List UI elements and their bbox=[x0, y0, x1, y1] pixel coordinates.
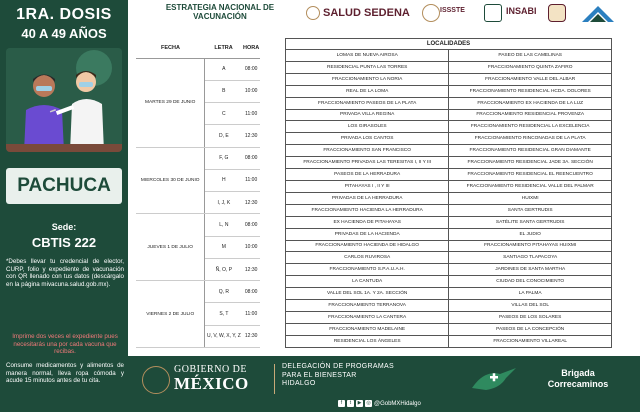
gov-line1: GOBIERNO DE bbox=[174, 364, 247, 375]
time-cell: 11:00 bbox=[242, 103, 260, 125]
locality-right: FRACCIONAMIENTO RINCONADAS DE LA PLATA bbox=[449, 133, 612, 145]
letter-cell: L, N bbox=[205, 214, 242, 236]
date-cell: MIERCOLES 30 DE JUNIO bbox=[136, 147, 205, 214]
locality-right: PASEOS DE LOS SOLARES bbox=[449, 311, 612, 323]
col-fecha: FECHA bbox=[136, 38, 205, 58]
table-row bbox=[286, 192, 612, 204]
table-row bbox=[286, 180, 612, 192]
youtube-icon[interactable]: ▶ bbox=[357, 400, 362, 406]
sedena-label: SEDENA bbox=[364, 7, 410, 19]
table-row bbox=[286, 85, 612, 97]
preparation-note: Consume medicamentos y alimentos de manera normal, lleva ropa cómoda y acude 15 minutos antes de tu cita. bbox=[6, 362, 124, 385]
locality-right: FRACCIONAMIENTO RESIDENCIAL JADE 3A. SECCIÓN bbox=[449, 157, 612, 169]
locality-left: FRACCIONAMIENTO PRIVADAS LAS TERESITAS I, II Y III bbox=[286, 157, 449, 169]
age-range: 40 A 49 AÑOS bbox=[21, 26, 107, 41]
table-row bbox=[286, 204, 612, 216]
locality-right: EL JUDIO bbox=[449, 228, 612, 240]
locality-left: EX HACIENDA DE PITAHAYAS bbox=[286, 216, 449, 228]
letter-cell: M bbox=[205, 236, 242, 258]
deleg-line1: DELEGACIÓN DE PROGRAMAS bbox=[282, 363, 394, 370]
locality-left: PRIVADAS DE LA HACIENDA bbox=[286, 228, 449, 240]
locality-left: CARLOS RUVIROSA bbox=[286, 252, 449, 264]
letter-cell: I, J, K bbox=[205, 192, 242, 214]
social-links bbox=[338, 400, 421, 407]
locality-left: FRACCIONAMIENTO TERRANOVA bbox=[286, 300, 449, 312]
letter-cell: H bbox=[205, 169, 242, 191]
locality-right: FRACCIONAMIENTO VALLE DEL ALBAR bbox=[449, 73, 612, 85]
time-cell: 12:30 bbox=[242, 258, 260, 280]
localidades-title: LOCALIDADES bbox=[286, 39, 612, 50]
locality-right: HUIXMI bbox=[449, 192, 612, 204]
time-cell: 08:00 bbox=[242, 58, 260, 80]
locality-left: PRIVADAS DE LA HERRADURA bbox=[286, 192, 449, 204]
table-row bbox=[286, 228, 612, 240]
salud-logo bbox=[306, 4, 361, 22]
locality-right: FRACCIONAMIENTO VILLAREAL bbox=[449, 335, 612, 347]
header-logos bbox=[128, 0, 640, 28]
table-row bbox=[286, 335, 612, 347]
table-row bbox=[286, 323, 612, 335]
table-row bbox=[286, 300, 612, 312]
locality-left: LOMAS DE NUEVA AIROSA bbox=[286, 50, 449, 62]
locality-right: FRACCIONAMIENTO RESIDENCIAL GRAN DIAMANTE bbox=[449, 145, 612, 157]
locality-left: PITAHAYAS I , II Y III bbox=[286, 180, 449, 192]
locality-left: FRACCIONAMIENTO S.P.A.U.A.H. bbox=[286, 264, 449, 276]
locality-left: FRACCIONAMIENTO LA NORIA bbox=[286, 73, 449, 85]
col-letra: LETRA bbox=[205, 38, 242, 58]
table-row bbox=[286, 276, 612, 288]
imss-emblem-icon bbox=[484, 4, 502, 22]
table-row bbox=[286, 288, 612, 300]
table-row bbox=[136, 58, 260, 80]
table-row bbox=[286, 145, 612, 157]
letter-cell: C bbox=[205, 103, 242, 125]
locality-right: FRACCIONAMIENTO QUINTA ZAFIRO bbox=[449, 61, 612, 73]
locality-right: SANTA GERTRUDIS bbox=[449, 204, 612, 216]
sede-value: CBTIS 222 bbox=[31, 235, 97, 250]
locality-left: PASEOS DE LA HERRADURA bbox=[286, 169, 449, 181]
delegation-text bbox=[282, 363, 394, 389]
schedule-header-row bbox=[136, 38, 260, 58]
strategy-title: ESTRATEGIA NACIONAL DE VACUNACIÓN bbox=[165, 3, 275, 21]
time-cell: 11:00 bbox=[242, 169, 260, 191]
sede-label: Sede: bbox=[51, 222, 77, 232]
time-cell: 10:00 bbox=[242, 80, 260, 102]
col-hora: HORA bbox=[242, 38, 260, 58]
city-name: PACHUCA bbox=[6, 168, 122, 204]
table-row bbox=[136, 281, 260, 303]
requirements-note: *Debes llevar tu credencial de elector, CURP, folio y expediente de vacunación con QR llenado con tus datos (descárgalo en la página mivacuna.salud.gob.mx). bbox=[6, 258, 124, 288]
letter-cell: Ñ, O, P bbox=[205, 258, 242, 280]
locality-left: PRIVADA LOS CANTOS bbox=[286, 133, 449, 145]
time-cell: 12:30 bbox=[242, 325, 260, 347]
table-row bbox=[286, 50, 612, 62]
table-row bbox=[286, 216, 612, 228]
table-row bbox=[286, 133, 612, 145]
issste-logo: ISSSTE bbox=[440, 7, 465, 14]
hidalgo-shield-icon bbox=[548, 4, 566, 22]
locality-left: FRACCIONAMIENTO HACIENDA LA HERRADURA bbox=[286, 204, 449, 216]
table-row bbox=[136, 147, 260, 169]
date-cell: VIERNES 2 DE JULIO bbox=[136, 281, 205, 348]
table-row bbox=[286, 121, 612, 133]
localidades-table bbox=[285, 38, 612, 348]
letter-cell: D, E bbox=[205, 125, 242, 147]
print-copies-note: Imprime dos veces el expediente pues necesitarás una por cada vacuna que recibas. bbox=[12, 333, 118, 356]
locality-left: FRACCIONAMIENTO MADELAINE bbox=[286, 323, 449, 335]
instagram-icon[interactable]: ◎ bbox=[366, 400, 371, 406]
letter-cell: Q, R bbox=[205, 281, 242, 303]
table-row bbox=[286, 109, 612, 121]
time-cell: 08:00 bbox=[242, 214, 260, 236]
locality-left: LA CANTUDA bbox=[286, 276, 449, 288]
brigada-line1: Brigada bbox=[561, 368, 595, 378]
locality-left: FRACCIONAMIENTO HACIENDA DE HIDALGO bbox=[286, 240, 449, 252]
letter-cell: B bbox=[205, 80, 242, 102]
salud-label: SALUD bbox=[323, 7, 361, 19]
locality-right: PASEOS DE LA CONCEPCIÓN bbox=[449, 323, 612, 335]
locality-left: REAL DE LA LOMA bbox=[286, 85, 449, 97]
time-cell: 08:00 bbox=[242, 281, 260, 303]
dose-title: 1RA. DOSIS bbox=[16, 6, 112, 23]
locality-left: FRACCIONAMIENTO PASEOS DE LA PLATA bbox=[286, 97, 449, 109]
letter-cell: A bbox=[205, 58, 242, 80]
letter-cell: F, G bbox=[205, 147, 242, 169]
locality-left: LOS GIRASOLES bbox=[286, 121, 449, 133]
table-row bbox=[286, 97, 612, 109]
locality-right: CIUDAD DEL CONOCIMIENTO bbox=[449, 276, 612, 288]
table-row bbox=[286, 240, 612, 252]
footer-divider bbox=[274, 364, 275, 394]
locality-left: RESIDENCIAL LOS ÁNGELES bbox=[286, 335, 449, 347]
time-cell: 10:00 bbox=[242, 236, 260, 258]
localidades-body bbox=[286, 50, 612, 348]
table-row bbox=[286, 264, 612, 276]
social-handle[interactable]: @GobMXHidalgo bbox=[374, 400, 421, 407]
locality-left: FRACCIONAMIENTO SAN FRANCISCO bbox=[286, 145, 449, 157]
letter-cell: S, T bbox=[205, 303, 242, 325]
table-row bbox=[136, 214, 260, 236]
localidades-header-row bbox=[286, 39, 612, 50]
time-cell: 11:00 bbox=[242, 303, 260, 325]
time-cell: 08:00 bbox=[242, 147, 260, 169]
brigada-text bbox=[528, 368, 628, 390]
roadrunner-logo-icon bbox=[470, 364, 518, 394]
schedule-table bbox=[136, 38, 260, 348]
locality-right: FRACCIONAMIENTO RESIDENCIAL LA EXCELENCIA bbox=[449, 121, 612, 133]
date-cell: MARTES 29 DE JUNIO bbox=[136, 58, 205, 147]
locality-right: JARDINES DE SANTA MARTHA bbox=[449, 264, 612, 276]
vaccination-illustration bbox=[6, 48, 122, 152]
locality-left: VALLE DEL SOL 1A. Y 2A. SECCIÓN bbox=[286, 288, 449, 300]
twitter-icon[interactable]: t bbox=[347, 400, 354, 407]
locality-right: SATÉLITE SANTA GERTRUDIS bbox=[449, 216, 612, 228]
locality-left: RESIDENCIAL PUNTA LAS TORRES bbox=[286, 61, 449, 73]
facebook-icon[interactable]: f bbox=[338, 400, 345, 407]
locality-right: FRACCIONAMIENTO RESIDENCIAL VALLE DEL PALMAR bbox=[449, 180, 612, 192]
locality-right: SANTIAGO TLAPACOYA bbox=[449, 252, 612, 264]
locality-right: FRACCIONAMIENTO RESIDENCIAL PROVENZA bbox=[449, 109, 612, 121]
locality-right: VILLAS DEL SOL bbox=[449, 300, 612, 312]
deleg-line3: HIDALGO bbox=[282, 380, 316, 387]
locality-right: PASEO DE LAS CAMELINAS bbox=[449, 50, 612, 62]
locality-left: FRACCIONAMIENTO LA CANTERA bbox=[286, 311, 449, 323]
table-row bbox=[286, 61, 612, 73]
locality-right: LA PALMA bbox=[449, 288, 612, 300]
table-row bbox=[286, 252, 612, 264]
brigada-line2: Correcaminos bbox=[547, 379, 609, 389]
date-cell: JUEVES 1 DE JULIO bbox=[136, 214, 205, 281]
table-row bbox=[286, 157, 612, 169]
insabi-logo: INSABI bbox=[506, 6, 537, 16]
time-cell: 12:30 bbox=[242, 192, 260, 214]
time-cell: 12:30 bbox=[242, 125, 260, 147]
mexico-emblem-icon bbox=[142, 366, 170, 394]
table-row bbox=[286, 311, 612, 323]
letter-cell: U, V, W, X, Y, Z bbox=[205, 325, 242, 347]
locality-right: FRACCIONAMIENTO EX HACIENDA DE LA LUZ bbox=[449, 97, 612, 109]
left-info-panel bbox=[0, 0, 128, 412]
issste-emblem-icon bbox=[422, 4, 440, 22]
table-row bbox=[286, 73, 612, 85]
locality-left: PRIVADA VILLA REGINA bbox=[286, 109, 449, 121]
sedena-logo bbox=[364, 4, 410, 22]
deleg-line2: PARA EL BIENESTAR bbox=[282, 371, 357, 379]
locality-right: FRACCIONAMIENTO RESIDENCIAL EL REENCUENTRO bbox=[449, 169, 612, 181]
locality-right: FRACCIONAMIENTO PITAHAYAS HUIXMI bbox=[449, 240, 612, 252]
chevron-logo-icon bbox=[580, 2, 616, 24]
footer bbox=[128, 356, 640, 412]
salud-emblem-icon bbox=[306, 6, 320, 20]
locality-right: FRACCIONAMIENTO RESIDENCIAL HCDA. DOLORES bbox=[449, 85, 612, 97]
gov-line2: MÉXICO bbox=[174, 374, 249, 393]
table-row bbox=[286, 169, 612, 181]
